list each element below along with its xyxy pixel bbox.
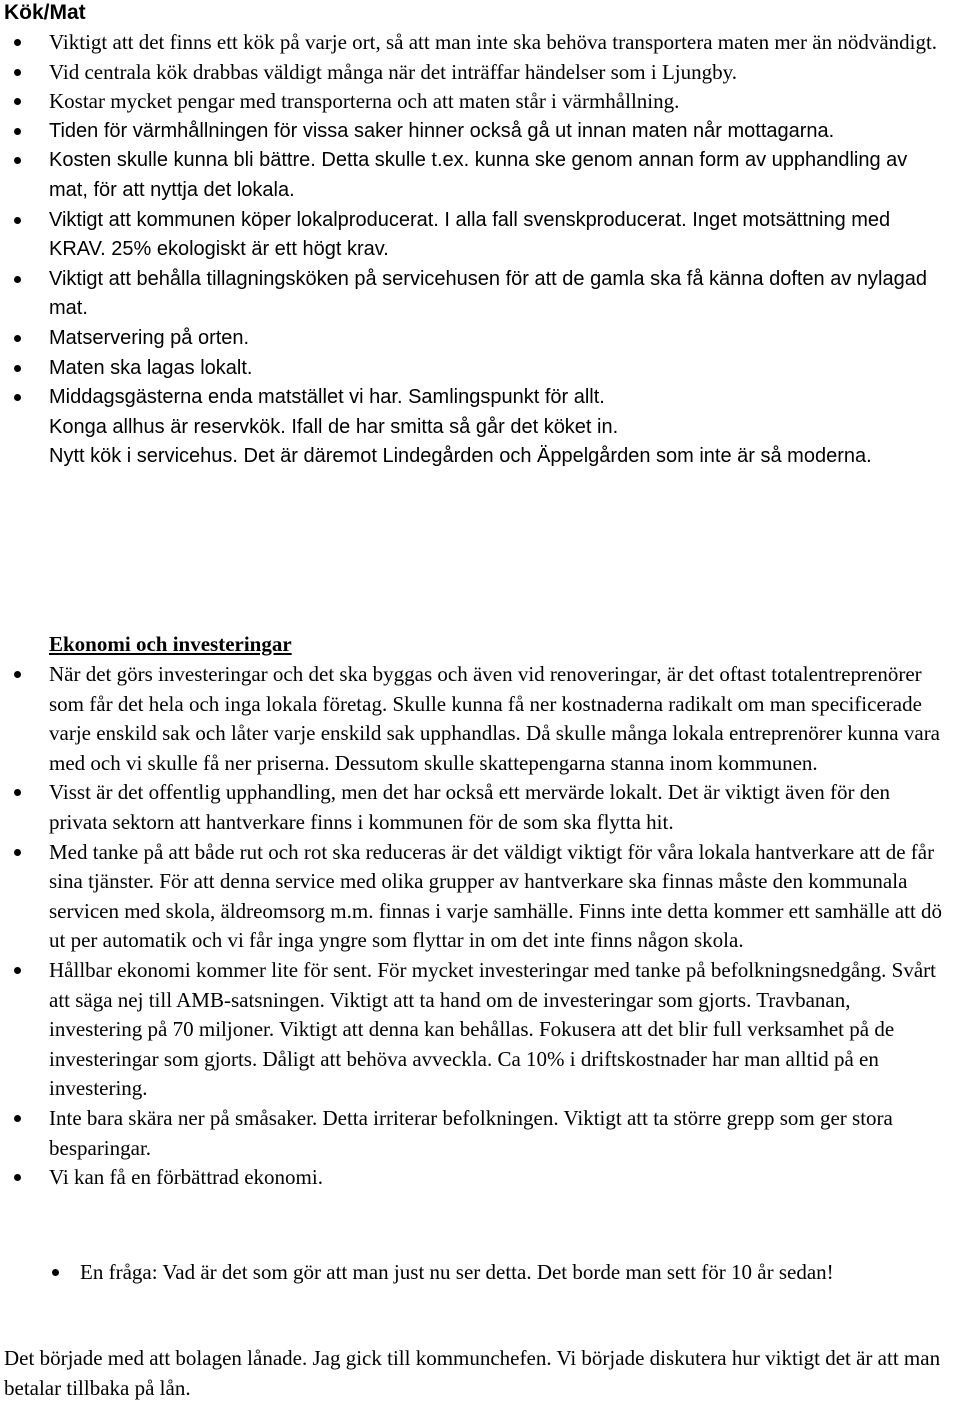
bullet-icon	[14, 1115, 21, 1122]
bullet-icon	[14, 276, 21, 283]
list-item: Visst är det offentlig upphandling, men det har också ett mervärde lokalt. Det är viktigt även för den privata sektorn att hantverkare finns i kommunen för de som ska flytta hit.	[0, 778, 960, 837]
list-item: Viktigt att behålla tillagningsköken på servicehusen för att de gamla ska få känna doften av nylagad mat.	[0, 265, 960, 324]
bullet-icon	[14, 98, 21, 105]
kok-mat-list	[0, 28, 960, 472]
continuation-line: Konga allhus är reservkök. Ifall de har smitta så går det köket in.	[49, 415, 619, 438]
list-item: Tiden för värmhållningen för vissa saker hinner också gå ut innan maten når mottagarna.	[0, 117, 960, 147]
section-heading-kok-mat: Kök/Mat	[4, 1, 86, 24]
list-item: Med tanke på att både rut och rot ska reduceras är det väldigt viktigt för våra lokala hantverkare att de får sina tjänster. För att denna service med olika grupper av hantverkare ska finnas måste den kommunala servicen med skola, äldreomsorg m.m. finnas i varje samhälle. Finns inte detta kommer ett samhälle att dö ut per automatik och vi får inga yngre som flyttar in om det inte finns någon skola.	[0, 838, 960, 956]
bullet-icon	[14, 671, 21, 678]
bullet-icon	[14, 967, 21, 974]
bullet-icon	[52, 1269, 59, 1276]
list-item: Maten ska lagas lokalt.	[0, 354, 960, 384]
bullet-icon	[14, 128, 21, 135]
bullet-icon	[14, 1174, 21, 1181]
bullet-icon	[14, 217, 21, 224]
closing-paragraph: Det började med att bolagen lånade. Jag gick till kommunchefen. Vi började diskutera hur viktigt det är att man betalar tillbaka på lån.	[4, 1346, 941, 1400]
continuation-line: Nytt kök i servicehus. Det är däremot Lindegården och Äppelgården som inte är så moderna.	[49, 445, 872, 468]
section-heading-ekonomi: Ekonomi och investeringar	[49, 632, 292, 656]
list-item: Viktigt att det finns ett kök på varje ort, så att man inte ska behöva transportera maten mer än nödvändigt.	[0, 28, 960, 58]
bullet-icon	[14, 394, 21, 401]
list-item: Hållbar ekonomi kommer lite för sent. För mycket investeringar med tanke på befolkningsnedgång. Svårt att säga nej till AMB-satsningen. Viktigt att ta hand om de investeringar som gjorts. Travbanan, investering på 70 miljoner. Viktigt att denna kan behållas. Fokusera att det blir full verksamhet på de investeringar som gjorts. Dåligt att behöva avveckla. Ca 10% i driftskostnader har man alltid på en investering.	[0, 956, 960, 1104]
list-item: Kostar mycket pengar med transporterna och att maten står i värmhållning.	[0, 87, 960, 117]
list-item: Kosten skulle kunna bli bättre. Detta skulle t.ex. kunna ske genom annan form av upphandling av mat, för att nyttja det lokala.	[0, 146, 960, 205]
list-item: Viktigt att kommunen köper lokalproducerat. I alla fall svenskproducerat. Inget motsättning med KRAV. 25% ekologiskt är ett högt krav.	[0, 206, 960, 265]
bullet-icon	[14, 69, 21, 76]
bullet-icon	[14, 365, 21, 372]
bullet-icon	[14, 335, 21, 342]
list-item: Middagsgästerna enda matstället vi har. Samlingspunkt för allt.	[0, 383, 960, 413]
ekonomi-sub-list	[0, 1256, 854, 1289]
list-item: Vid centrala kök drabbas väldigt många när det inträffar händelser som i Ljungby.	[0, 58, 960, 88]
ekonomi-list	[0, 660, 960, 1193]
bullet-icon	[14, 157, 21, 164]
bullet-icon	[14, 789, 21, 796]
bullet-icon	[14, 849, 21, 856]
bullet-icon	[14, 39, 21, 46]
sub-list-item: En fråga: Vad är det som gör att man just nu ser detta. Det borde man sett för 10 år sedan!	[0, 1256, 854, 1289]
list-item: När det görs investeringar och det ska byggas och även vid renoveringar, är det oftast totalentreprenörer som får det hela och inga lokala företag. Skulle kunna få ner kostnaderna radikalt om man specificerade varje enskild sak och låter varje enskild sak upphandlas. Då skulle många lokala entreprenörer kunna vara med och vi skulle få ner priserna. Dessutom skulle skattepengarna stanna inom kommunen.	[0, 660, 960, 778]
list-item: Inte bara skära ner på småsaker. Detta irriterar befolkningen. Viktigt att ta större grepp som ger stora besparingar.	[0, 1104, 960, 1163]
list-item: Matservering på orten.	[0, 324, 960, 354]
list-item: Vi kan få en förbättrad ekonomi.	[0, 1163, 960, 1193]
